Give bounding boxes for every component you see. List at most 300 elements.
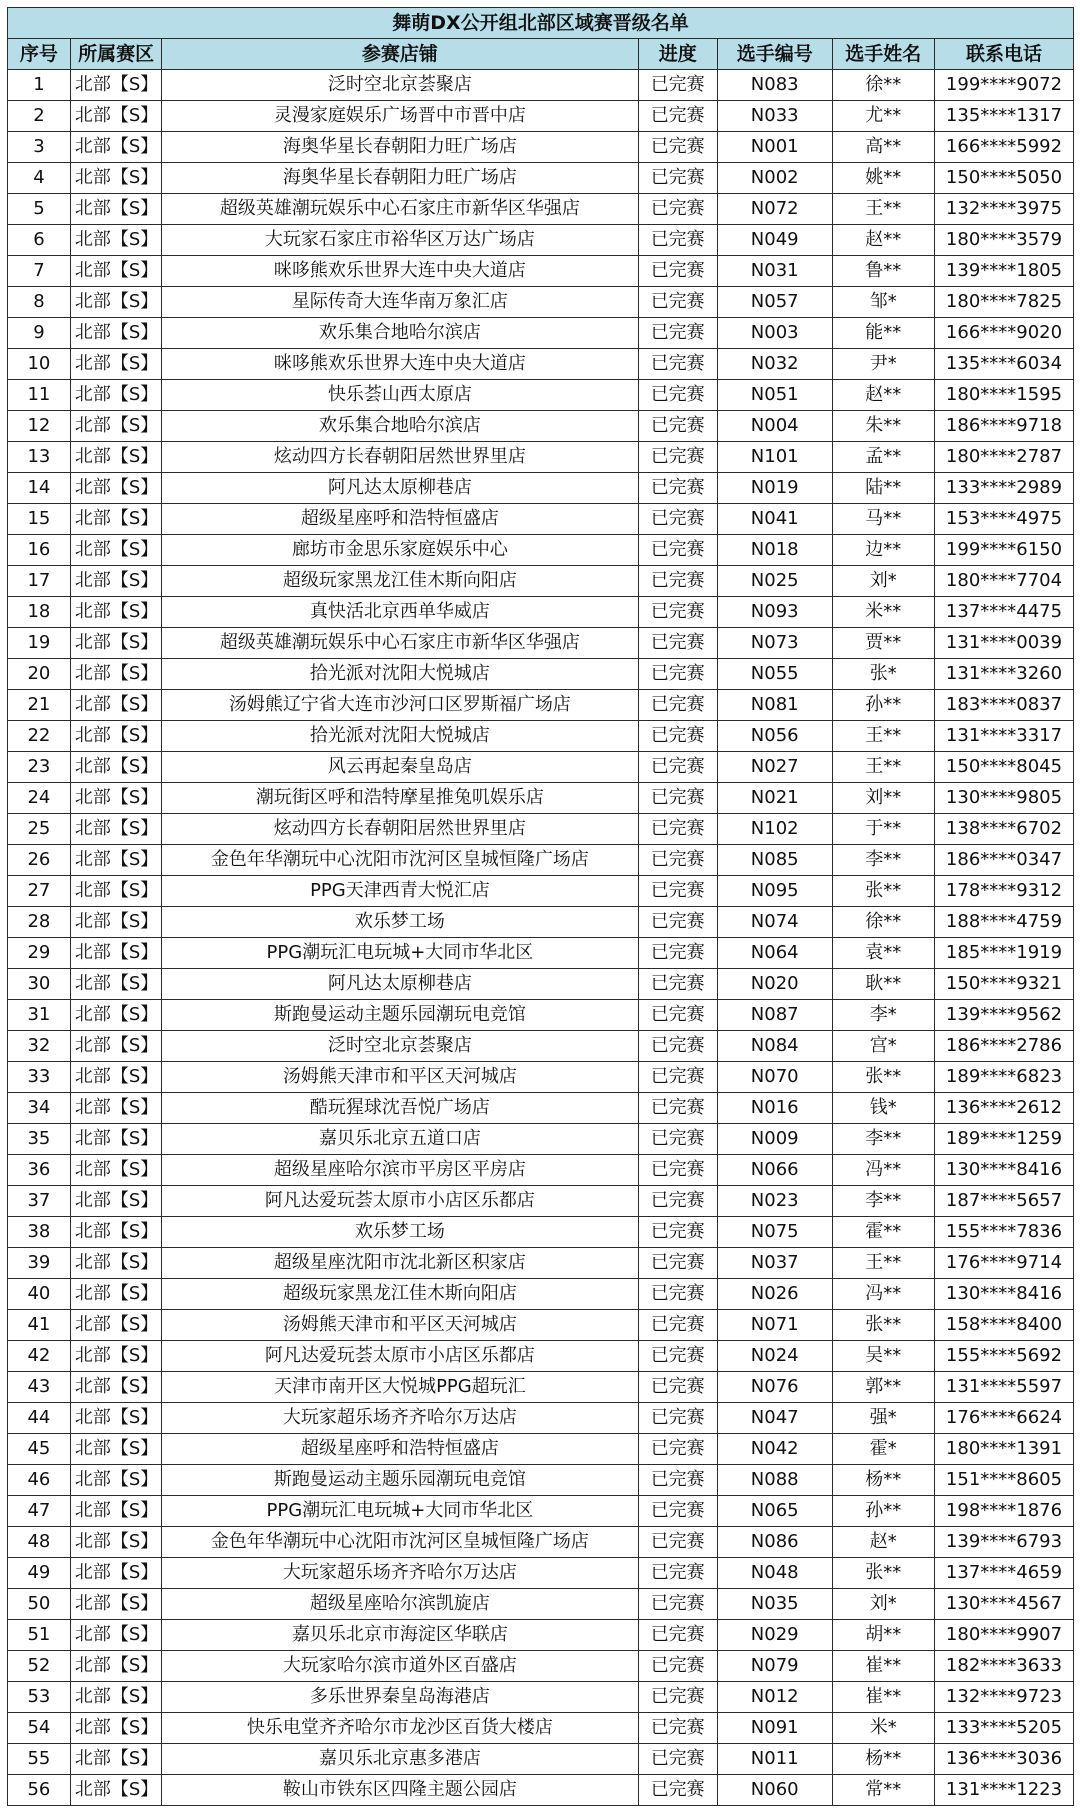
- column-header-player-name: 选手姓名: [832, 39, 935, 70]
- row-phone: 180****3579: [935, 225, 1074, 256]
- table-row: [8, 1155, 1074, 1186]
- row-store: 拾光派对沈阳大悦城店: [162, 721, 638, 752]
- row-status: 已完赛: [638, 1155, 717, 1186]
- row-region: 北部【S】: [70, 938, 161, 969]
- row-phone: 180****7704: [935, 566, 1074, 597]
- row-player-code: N004: [717, 411, 832, 442]
- row-status: 已完赛: [638, 814, 717, 845]
- row-number: 20: [8, 659, 71, 690]
- row-store: 泛时空北京荟聚店: [162, 70, 638, 101]
- row-number: 35: [8, 1124, 71, 1155]
- row-number: 41: [8, 1310, 71, 1341]
- qualifier-table: [7, 7, 1074, 1806]
- row-number: 53: [8, 1682, 71, 1713]
- row-player-name: 陆**: [832, 473, 935, 504]
- row-region: 北部【S】: [70, 969, 161, 1000]
- row-store: 斯跑曼运动主题乐园潮玩电竞馆: [162, 1000, 638, 1031]
- row-number: 25: [8, 814, 71, 845]
- table-row: [8, 101, 1074, 132]
- row-player-code: N060: [717, 1775, 832, 1806]
- row-phone: 180****1595: [935, 380, 1074, 411]
- row-phone: 137****4475: [935, 597, 1074, 628]
- table-row: [8, 1248, 1074, 1279]
- row-store: 阿凡达太原柳巷店: [162, 473, 638, 504]
- row-player-code: N064: [717, 938, 832, 969]
- row-status: 已完赛: [638, 535, 717, 566]
- row-store: 天津市南开区大悦城PPG超玩汇: [162, 1372, 638, 1403]
- row-store: 欢乐梦工场: [162, 907, 638, 938]
- row-number: 33: [8, 1062, 71, 1093]
- row-status: 已完赛: [638, 256, 717, 287]
- table-row: [8, 938, 1074, 969]
- row-player-name: 冯**: [832, 1155, 935, 1186]
- table-row: [8, 1217, 1074, 1248]
- row-player-name: 贾**: [832, 628, 935, 659]
- column-header-no: 序号: [8, 39, 71, 70]
- row-region: 北部【S】: [70, 101, 161, 132]
- row-status: 已完赛: [638, 1310, 717, 1341]
- row-player-code: N003: [717, 318, 832, 349]
- row-store: 汤姆熊辽宁省大连市沙河口区罗斯福广场店: [162, 690, 638, 721]
- table-row: [8, 566, 1074, 597]
- row-store: 鞍山市铁东区四隆主题公园店: [162, 1775, 638, 1806]
- row-store: 嘉贝乐北京市海淀区华联店: [162, 1620, 638, 1651]
- row-phone: 139****9562: [935, 1000, 1074, 1031]
- row-store: 超级英雄潮玩娱乐中心石家庄市新华区华强店: [162, 194, 638, 225]
- row-number: 52: [8, 1651, 71, 1682]
- row-status: 已完赛: [638, 1217, 717, 1248]
- row-status: 已完赛: [638, 1682, 717, 1713]
- row-phone: 186****9718: [935, 411, 1074, 442]
- table-row: [8, 504, 1074, 535]
- table-row: [8, 1372, 1074, 1403]
- table-row: [8, 1527, 1074, 1558]
- row-player-code: N066: [717, 1155, 832, 1186]
- row-region: 北部【S】: [70, 1310, 161, 1341]
- row-player-name: 霍*: [832, 1434, 935, 1465]
- row-phone: 150****5050: [935, 163, 1074, 194]
- row-region: 北部【S】: [70, 318, 161, 349]
- row-player-name: 孙**: [832, 1496, 935, 1527]
- row-player-name: 尤**: [832, 101, 935, 132]
- row-player-name: 高**: [832, 132, 935, 163]
- row-player-code: N024: [717, 1341, 832, 1372]
- row-player-name: 马**: [832, 504, 935, 535]
- row-number: 42: [8, 1341, 71, 1372]
- row-number: 54: [8, 1713, 71, 1744]
- row-region: 北部【S】: [70, 907, 161, 938]
- row-number: 3: [8, 132, 71, 163]
- row-phone: 180****1391: [935, 1434, 1074, 1465]
- row-player-code: N083: [717, 70, 832, 101]
- row-player-code: N065: [717, 1496, 832, 1527]
- row-region: 北部【S】: [70, 628, 161, 659]
- table-row: [8, 876, 1074, 907]
- row-player-code: N056: [717, 721, 832, 752]
- row-player-name: 米*: [832, 1713, 935, 1744]
- row-player-name: 李**: [832, 1124, 935, 1155]
- row-phone: 131****5597: [935, 1372, 1074, 1403]
- table-row: [8, 1062, 1074, 1093]
- row-number: 31: [8, 1000, 71, 1031]
- row-player-name: 李**: [832, 845, 935, 876]
- table-row: [8, 380, 1074, 411]
- row-player-code: N033: [717, 101, 832, 132]
- row-status: 已完赛: [638, 101, 717, 132]
- row-player-name: 常**: [832, 1775, 935, 1806]
- row-status: 已完赛: [638, 163, 717, 194]
- row-phone: 139****1805: [935, 256, 1074, 287]
- row-region: 北部【S】: [70, 1651, 161, 1682]
- row-phone: 135****1317: [935, 101, 1074, 132]
- table-row: [8, 1279, 1074, 1310]
- row-store: 大玩家超乐场齐齐哈尔万达店: [162, 1403, 638, 1434]
- row-number: 43: [8, 1372, 71, 1403]
- row-phone: 139****6793: [935, 1527, 1074, 1558]
- row-player-name: 孙**: [832, 690, 935, 721]
- row-phone: 135****6034: [935, 349, 1074, 380]
- row-phone: 137****4659: [935, 1558, 1074, 1589]
- row-phone: 176****6624: [935, 1403, 1074, 1434]
- row-player-name: 崔**: [832, 1682, 935, 1713]
- row-store: 廊坊市金思乐家庭娱乐中心: [162, 535, 638, 566]
- row-player-name: 徐**: [832, 70, 935, 101]
- row-region: 北部【S】: [70, 783, 161, 814]
- row-status: 已完赛: [638, 318, 717, 349]
- row-region: 北部【S】: [70, 70, 161, 101]
- row-phone: 186****0347: [935, 845, 1074, 876]
- row-region: 北部【S】: [70, 814, 161, 845]
- row-number: 32: [8, 1031, 71, 1062]
- row-region: 北部【S】: [70, 1496, 161, 1527]
- row-phone: 198****1876: [935, 1496, 1074, 1527]
- row-region: 北部【S】: [70, 504, 161, 535]
- row-store: 超级星座哈尔滨市平房区平房店: [162, 1155, 638, 1186]
- row-player-name: 胡**: [832, 1620, 935, 1651]
- row-phone: 131****1223: [935, 1775, 1074, 1806]
- row-phone: 153****4975: [935, 504, 1074, 535]
- row-player-code: N071: [717, 1310, 832, 1341]
- row-number: 4: [8, 163, 71, 194]
- row-player-code: N016: [717, 1093, 832, 1124]
- table-row: [8, 535, 1074, 566]
- table-row: [8, 1341, 1074, 1372]
- row-number: 7: [8, 256, 71, 287]
- table-row: [8, 442, 1074, 473]
- row-number: 15: [8, 504, 71, 535]
- column-header-region: 所属赛区: [70, 39, 161, 70]
- row-phone: 133****5205: [935, 1713, 1074, 1744]
- table-row: [8, 628, 1074, 659]
- row-number: 46: [8, 1465, 71, 1496]
- row-player-code: N087: [717, 1000, 832, 1031]
- row-region: 北部【S】: [70, 1155, 161, 1186]
- row-player-name: 吴**: [832, 1341, 935, 1372]
- row-player-name: 米**: [832, 597, 935, 628]
- row-phone: 180****9907: [935, 1620, 1074, 1651]
- row-region: 北部【S】: [70, 132, 161, 163]
- row-status: 已完赛: [638, 1527, 717, 1558]
- row-player-name: 于**: [832, 814, 935, 845]
- row-number: 36: [8, 1155, 71, 1186]
- row-number: 49: [8, 1558, 71, 1589]
- row-player-code: N026: [717, 1279, 832, 1310]
- row-player-code: N029: [717, 1620, 832, 1651]
- row-phone: 155****7836: [935, 1217, 1074, 1248]
- row-store: 拾光派对沈阳大悦城店: [162, 659, 638, 690]
- row-region: 北部【S】: [70, 473, 161, 504]
- row-player-code: N095: [717, 876, 832, 907]
- row-player-code: N002: [717, 163, 832, 194]
- row-player-name: 刘**: [832, 783, 935, 814]
- row-player-name: 杨**: [832, 1465, 935, 1496]
- row-player-code: N084: [717, 1031, 832, 1062]
- row-player-name: 孟**: [832, 442, 935, 473]
- row-status: 已完赛: [638, 70, 717, 101]
- row-phone: 133****2989: [935, 473, 1074, 504]
- row-status: 已完赛: [638, 876, 717, 907]
- row-number: 2: [8, 101, 71, 132]
- row-player-code: N057: [717, 287, 832, 318]
- row-player-code: N073: [717, 628, 832, 659]
- row-status: 已完赛: [638, 783, 717, 814]
- row-status: 已完赛: [638, 1651, 717, 1682]
- table-row: [8, 349, 1074, 380]
- row-phone: 150****9321: [935, 969, 1074, 1000]
- row-status: 已完赛: [638, 938, 717, 969]
- row-player-code: N079: [717, 1651, 832, 1682]
- row-status: 已完赛: [638, 845, 717, 876]
- row-number: 44: [8, 1403, 71, 1434]
- row-number: 45: [8, 1434, 71, 1465]
- row-player-name: 徐**: [832, 907, 935, 938]
- row-number: 39: [8, 1248, 71, 1279]
- row-status: 已完赛: [638, 1496, 717, 1527]
- table-row: [8, 1744, 1074, 1775]
- row-region: 北部【S】: [70, 1620, 161, 1651]
- row-number: 21: [8, 690, 71, 721]
- row-player-name: 王**: [832, 1248, 935, 1279]
- row-region: 北部【S】: [70, 597, 161, 628]
- row-store: 海奥华星长春朝阳力旺广场店: [162, 163, 638, 194]
- row-store: 超级英雄潮玩娱乐中心石家庄市新华区华强店: [162, 628, 638, 659]
- row-player-code: N081: [717, 690, 832, 721]
- row-region: 北部【S】: [70, 1713, 161, 1744]
- row-status: 已完赛: [638, 1434, 717, 1465]
- row-region: 北部【S】: [70, 1031, 161, 1062]
- row-player-name: 朱**: [832, 411, 935, 442]
- row-region: 北部【S】: [70, 1527, 161, 1558]
- row-store: 阿凡达爱玩荟太原市小店区乐都店: [162, 1341, 638, 1372]
- table-row: [8, 132, 1074, 163]
- row-region: 北部【S】: [70, 1558, 161, 1589]
- row-status: 已完赛: [638, 752, 717, 783]
- row-store: 快乐电堂齐齐哈尔市龙沙区百货大楼店: [162, 1713, 638, 1744]
- table-row: [8, 256, 1074, 287]
- row-player-code: N085: [717, 845, 832, 876]
- row-region: 北部【S】: [70, 876, 161, 907]
- row-player-code: N012: [717, 1682, 832, 1713]
- row-store: PPG天津西青大悦汇店: [162, 876, 638, 907]
- row-store: 泛时空北京荟聚店: [162, 1031, 638, 1062]
- row-phone: 130****9805: [935, 783, 1074, 814]
- table-row: [8, 1558, 1074, 1589]
- row-player-code: N035: [717, 1589, 832, 1620]
- row-phone: 130****4567: [935, 1589, 1074, 1620]
- table-row: [8, 721, 1074, 752]
- row-status: 已完赛: [638, 1279, 717, 1310]
- row-status: 已完赛: [638, 380, 717, 411]
- row-phone: 185****1919: [935, 938, 1074, 969]
- table-row: [8, 1124, 1074, 1155]
- row-region: 北部【S】: [70, 1279, 161, 1310]
- row-player-name: 能**: [832, 318, 935, 349]
- row-player-name: 王**: [832, 194, 935, 225]
- table-row: [8, 318, 1074, 349]
- row-player-name: 邹*: [832, 287, 935, 318]
- row-phone: 199****6150: [935, 535, 1074, 566]
- row-player-code: N037: [717, 1248, 832, 1279]
- row-player-code: N031: [717, 256, 832, 287]
- row-status: 已完赛: [638, 1744, 717, 1775]
- row-store: 汤姆熊天津市和平区天河城店: [162, 1062, 638, 1093]
- row-status: 已完赛: [638, 194, 717, 225]
- row-store: 酷玩猩球沈吾悦广场店: [162, 1093, 638, 1124]
- row-player-name: 张**: [832, 1062, 935, 1093]
- row-store: 金色年华潮玩中心沈阳市沈河区皇城恒隆广场店: [162, 845, 638, 876]
- row-store: 欢乐集合地哈尔滨店: [162, 411, 638, 442]
- row-player-name: 王**: [832, 752, 935, 783]
- row-player-code: N091: [717, 1713, 832, 1744]
- table-row: [8, 1651, 1074, 1682]
- table-row: [8, 1775, 1074, 1806]
- table-row: [8, 597, 1074, 628]
- row-player-code: N019: [717, 473, 832, 504]
- row-number: 1: [8, 70, 71, 101]
- row-player-name: 杨**: [832, 1744, 935, 1775]
- row-store: 阿凡达太原柳巷店: [162, 969, 638, 1000]
- row-phone: 136****3036: [935, 1744, 1074, 1775]
- row-region: 北部【S】: [70, 659, 161, 690]
- row-status: 已完赛: [638, 628, 717, 659]
- row-number: 10: [8, 349, 71, 380]
- row-store: 潮玩街区呼和浩特摩星推兔叽娱乐店: [162, 783, 638, 814]
- row-region: 北部【S】: [70, 1682, 161, 1713]
- row-region: 北部【S】: [70, 1341, 161, 1372]
- column-header-store: 参赛店铺: [162, 39, 638, 70]
- row-status: 已完赛: [638, 442, 717, 473]
- row-phone: 189****1259: [935, 1124, 1074, 1155]
- row-phone: 166****9020: [935, 318, 1074, 349]
- row-status: 已完赛: [638, 690, 717, 721]
- row-region: 北部【S】: [70, 1589, 161, 1620]
- row-player-name: 强*: [832, 1403, 935, 1434]
- row-phone: 180****2787: [935, 442, 1074, 473]
- row-number: 13: [8, 442, 71, 473]
- row-player-name: 刘*: [832, 566, 935, 597]
- row-region: 北部【S】: [70, 1217, 161, 1248]
- row-status: 已完赛: [638, 473, 717, 504]
- row-region: 北部【S】: [70, 566, 161, 597]
- row-status: 已完赛: [638, 1589, 717, 1620]
- row-status: 已完赛: [638, 597, 717, 628]
- row-player-name: 王**: [832, 721, 935, 752]
- row-player-code: N048: [717, 1558, 832, 1589]
- row-phone: 186****2786: [935, 1031, 1074, 1062]
- row-store: 真快活北京西单华威店: [162, 597, 638, 628]
- row-player-code: N086: [717, 1527, 832, 1558]
- row-store: 咪哆熊欢乐世界大连中央大道店: [162, 349, 638, 380]
- table-row: [8, 194, 1074, 225]
- row-phone: 130****8416: [935, 1279, 1074, 1310]
- row-player-name: 赵*: [832, 1527, 935, 1558]
- row-region: 北部【S】: [70, 225, 161, 256]
- row-player-code: N088: [717, 1465, 832, 1496]
- table-row: [8, 1310, 1074, 1341]
- row-player-name: 张**: [832, 1558, 935, 1589]
- row-store: PPG潮玩汇电玩城+大同市华北区: [162, 938, 638, 969]
- row-phone: 131****3260: [935, 659, 1074, 690]
- row-player-name: 宫*: [832, 1031, 935, 1062]
- row-store: 星际传奇大连华南万象汇店: [162, 287, 638, 318]
- row-player-name: 边**: [832, 535, 935, 566]
- table-row: [8, 225, 1074, 256]
- row-player-code: N075: [717, 1217, 832, 1248]
- row-region: 北部【S】: [70, 1744, 161, 1775]
- row-phone: 131****0039: [935, 628, 1074, 659]
- table-row: [8, 690, 1074, 721]
- row-store: 欢乐梦工场: [162, 1217, 638, 1248]
- row-status: 已完赛: [638, 1031, 717, 1062]
- row-number: 48: [8, 1527, 71, 1558]
- column-header-phone: 联系电话: [935, 39, 1074, 70]
- row-player-name: 冯**: [832, 1279, 935, 1310]
- row-store: 超级星座呼和浩特恒盛店: [162, 504, 638, 535]
- row-status: 已完赛: [638, 969, 717, 1000]
- row-store: 大玩家石家庄市裕华区万达广场店: [162, 225, 638, 256]
- row-phone: 138****6702: [935, 814, 1074, 845]
- row-region: 北部【S】: [70, 1248, 161, 1279]
- row-player-code: N042: [717, 1434, 832, 1465]
- row-store: 嘉贝乐北京惠多港店: [162, 1744, 638, 1775]
- row-number: 18: [8, 597, 71, 628]
- table-row: [8, 907, 1074, 938]
- row-status: 已完赛: [638, 1124, 717, 1155]
- row-phone: 132****3975: [935, 194, 1074, 225]
- row-region: 北部【S】: [70, 194, 161, 225]
- row-player-name: 赵**: [832, 380, 935, 411]
- row-status: 已完赛: [638, 1062, 717, 1093]
- table-row: [8, 1031, 1074, 1062]
- row-phone: 158****8400: [935, 1310, 1074, 1341]
- row-number: 55: [8, 1744, 71, 1775]
- table-row: [8, 287, 1074, 318]
- row-region: 北部【S】: [70, 1186, 161, 1217]
- table-row: [8, 814, 1074, 845]
- row-region: 北部【S】: [70, 411, 161, 442]
- row-player-code: N051: [717, 380, 832, 411]
- row-number: 30: [8, 969, 71, 1000]
- row-region: 北部【S】: [70, 163, 161, 194]
- row-player-name: 张*: [832, 659, 935, 690]
- row-status: 已完赛: [638, 1372, 717, 1403]
- table-row: [8, 1000, 1074, 1031]
- row-store: 超级玩家黑龙江佳木斯向阳店: [162, 566, 638, 597]
- row-phone: 136****2612: [935, 1093, 1074, 1124]
- row-number: 12: [8, 411, 71, 442]
- table-row: [8, 1496, 1074, 1527]
- row-number: 6: [8, 225, 71, 256]
